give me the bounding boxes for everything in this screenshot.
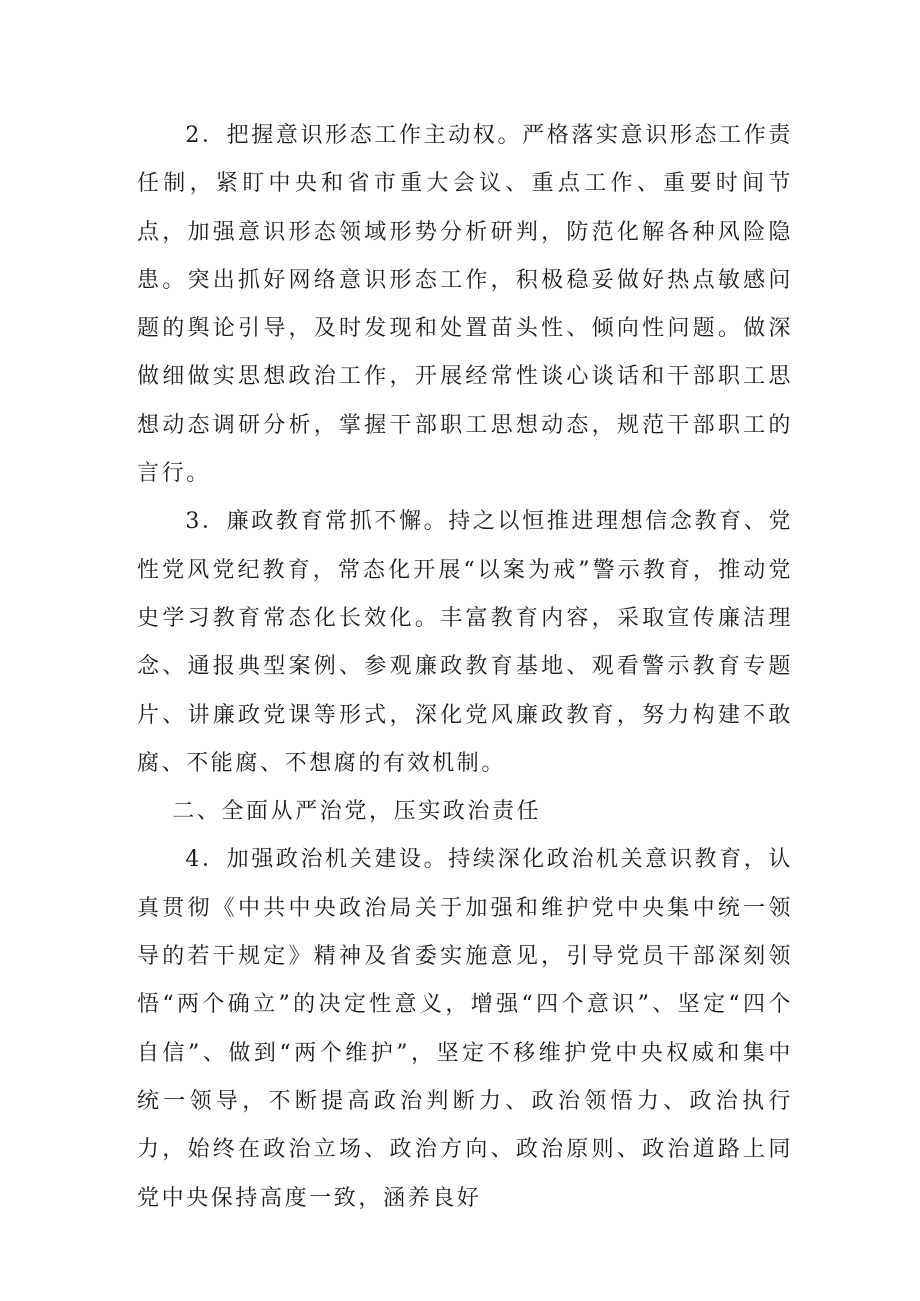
paragraph-ideology-work: 2．把握意识形态工作主动权。严格落实意识形态工作责任制，紧盯中央和省市重大会议、重点工作、重要时间节点，加强意识形态领域形势分析研判，防范化解各种风险隐患。突出抓好网络意识形态工作，积极稳妥做好热点敏感问题的舆论引导，及时发现和处置苗头性、倾向性问题。做深做细做实思想政治工作，开展经常性谈心谈话和干部职工思想动态调研分析，掌握干部职工思想动态，规范干部职工的言行。	[137, 123, 793, 487]
paragraph-political-organ-building: 4．加强政治机关建设。持续深化政治机关意识教育，认真贯彻《中共中央政治局关于加强和维护党中央集中统一领导的若干规定》精神及省委实施意见，引导党员干部深刻领悟“两个确立”的决定性意义，增强“四个意识”、坚定“四个自信”、做到“两个维护”，坚定不移维护党中央权威和集中统一领导，不断提高政治判断力、政治领悟力、政治执行力，始终在政治立场、政治方向、政治原则、政治道路上同党中央保持高度一致，涵养良好	[137, 847, 793, 1211]
document-body	[137, 112, 793, 1223]
section-heading-party-governance: 二、全面从严治党，压实政治责任	[172, 799, 542, 825]
paragraph-integrity-education: 3．廉政教育常抓不懈。持之以恒推进理想信念教育、党性党风党纪教育，常态化开展“以案为戒”警示教育，推动党史学习教育常态化长效化。丰富教育内容，采取宣传廉洁理念、通报典型案例、参观廉政教育基地、观看警示教育专题片、讲廉政党课等形式，深化党风廉政教育，努力构建不敢腐、不能腐、不想腐的有效机制。	[137, 509, 793, 776]
